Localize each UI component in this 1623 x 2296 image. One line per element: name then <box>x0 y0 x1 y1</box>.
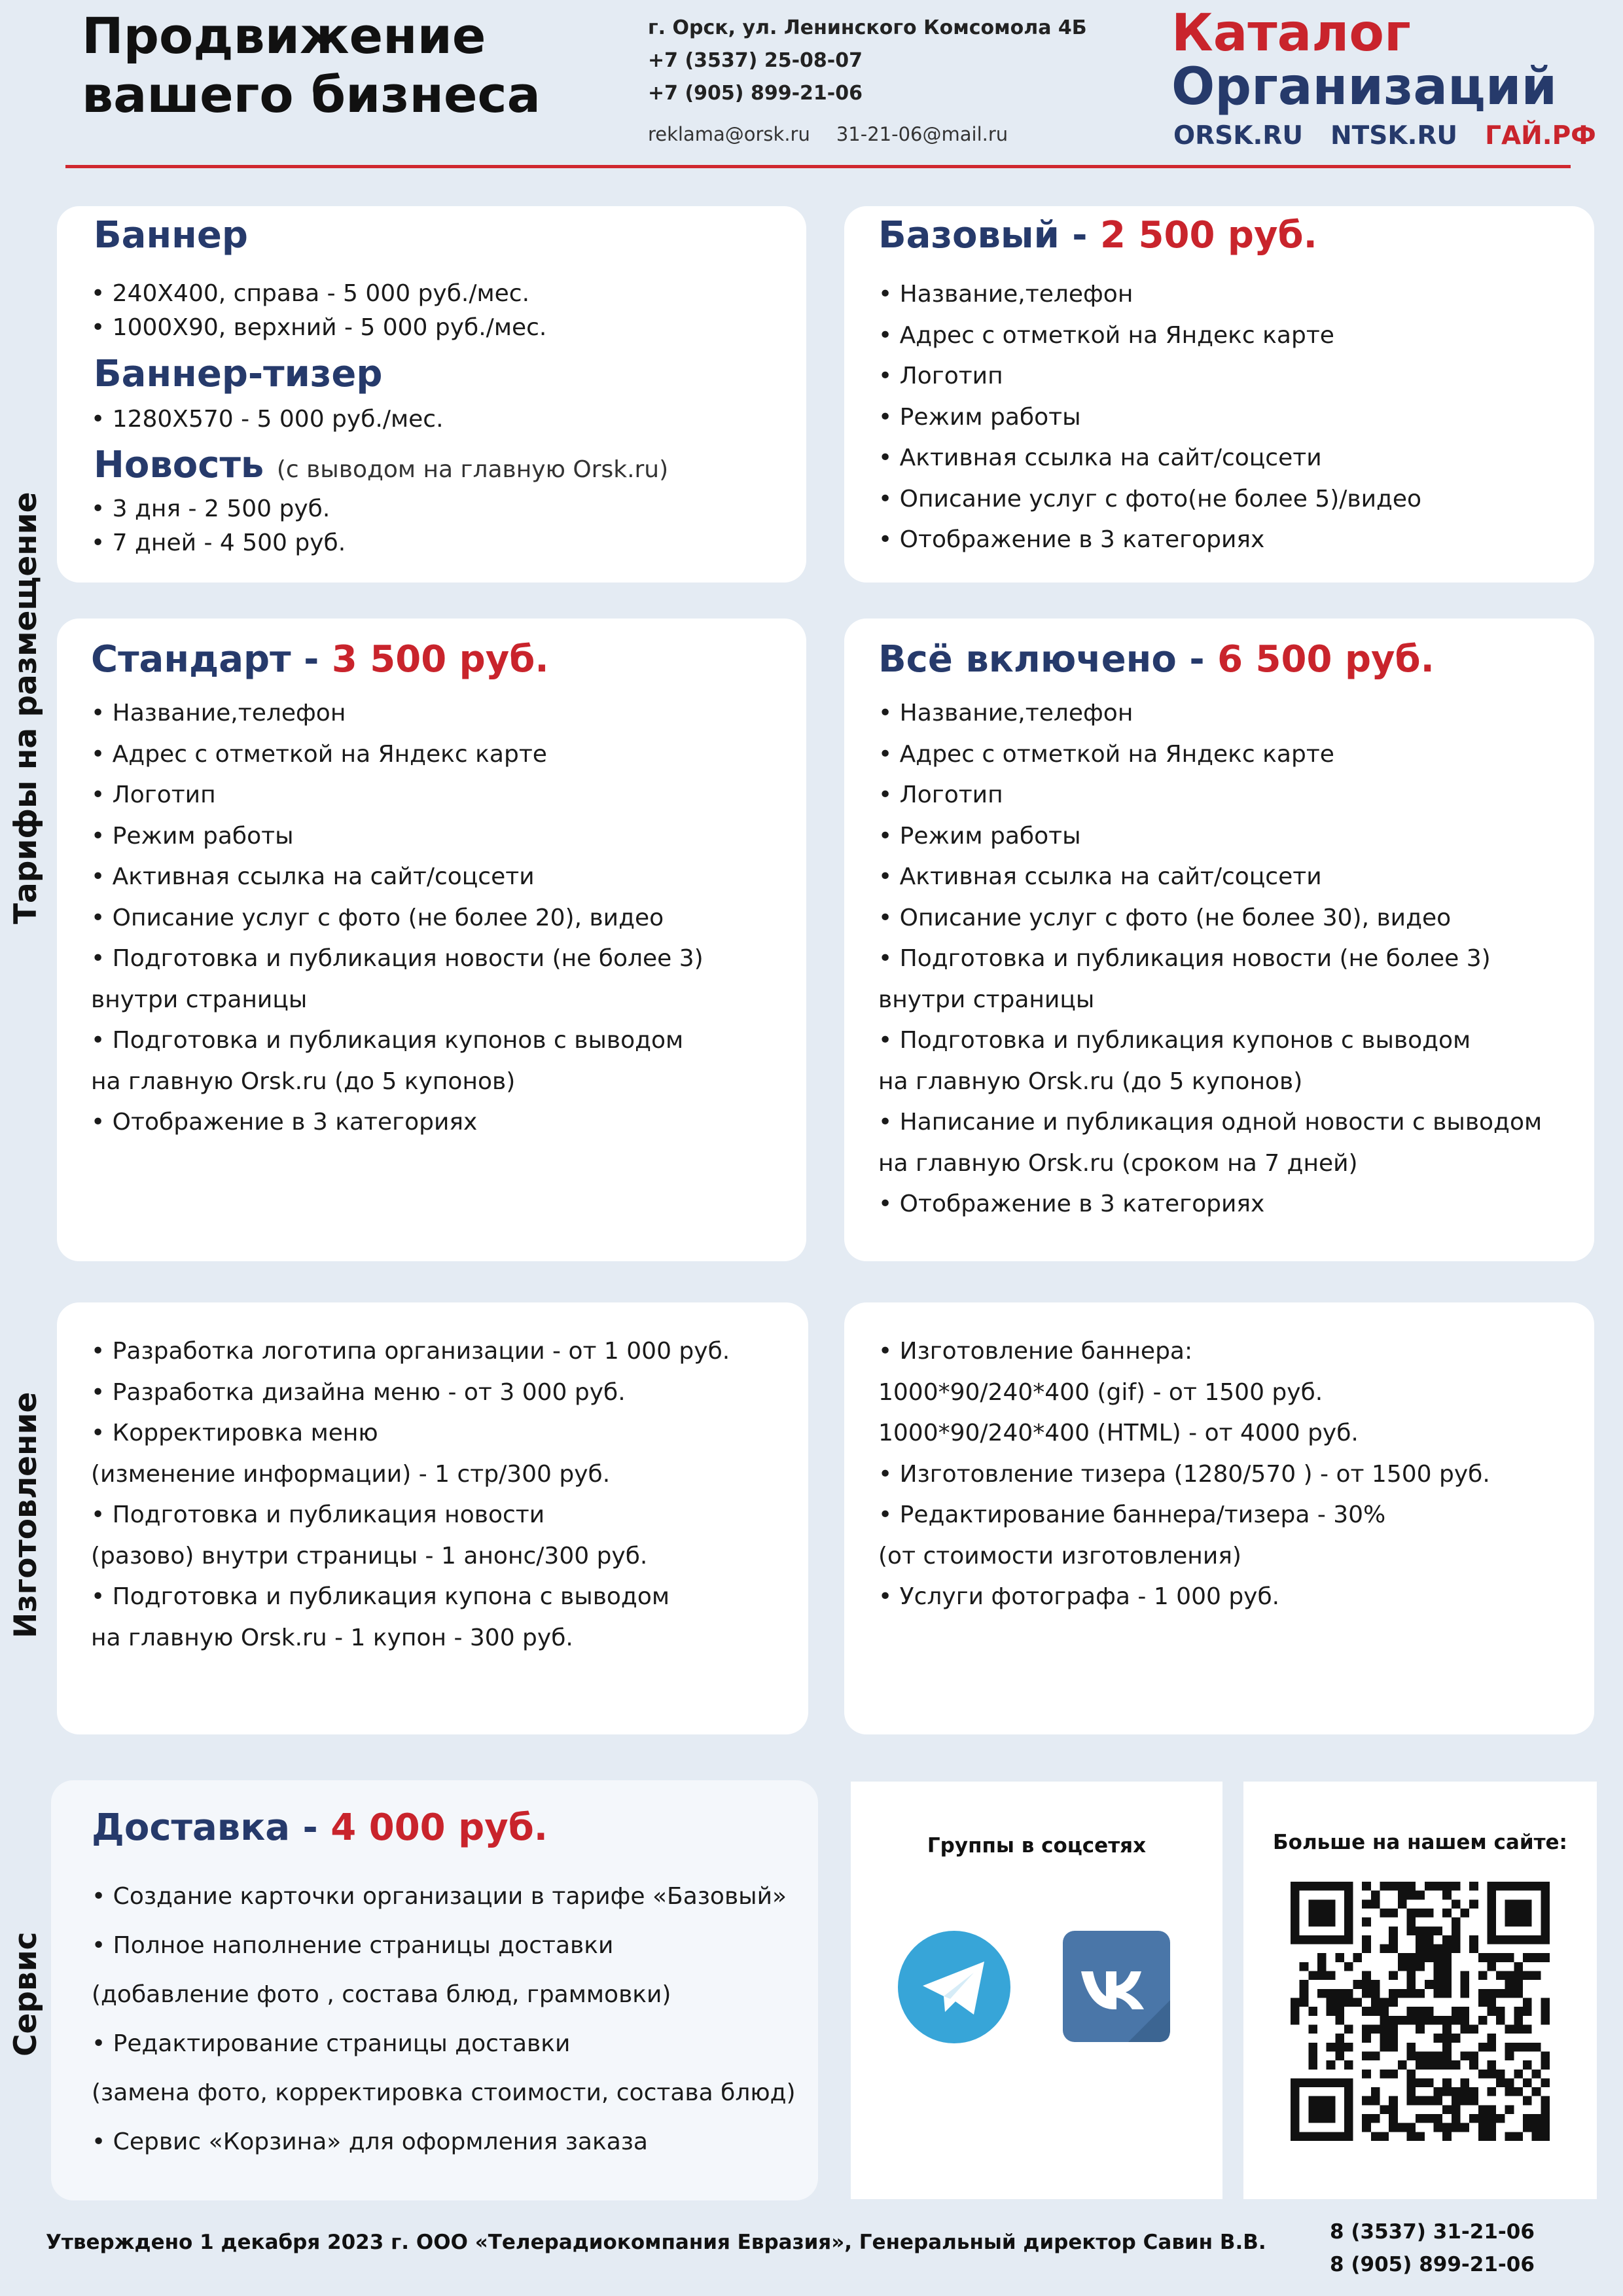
list-item: • Адрес с отметкой на Яндекс карте <box>91 740 547 768</box>
list-item: • Изготовлениe тизера (1280/570 ) - от 1500 руб. <box>878 1460 1490 1488</box>
phone-2[interactable]: +7 (905) 899-21-06 <box>648 82 863 105</box>
list-item: • Редактирование страницы доставки <box>92 2030 571 2057</box>
header-divider <box>65 165 1571 168</box>
list-item: • Отображение в 3 категориях <box>878 1191 1265 1217</box>
basic-items <box>878 274 1421 561</box>
list-item: • Режим работы <box>878 403 1081 431</box>
site-logos <box>1173 121 1623 151</box>
side-label-production: Изготовление <box>8 1391 44 1638</box>
footer-approval: Утверждено 1 декабря 2023 г. ООО «Телерадиокомпания Евразия», Генеральный директор Савин В.В. <box>46 2231 1266 2254</box>
site-logo-orsk[interactable]: ORSK.RU <box>1173 121 1304 151</box>
list-item: • Описание услуг с фото (не более 20), видео <box>91 904 664 931</box>
list-item: (от стоимости изготовления) <box>878 1542 1241 1570</box>
standard-tariff-card <box>57 619 806 1261</box>
list-item: • Активная ссылка на сайт/соцсети <box>878 863 1322 890</box>
footer-phone-1[interactable]: 8 (3537) 31-21-06 <box>1330 2220 1535 2244</box>
list-item: • Редактирование баннера/тизера - 30% <box>878 1501 1386 1528</box>
email-2[interactable]: 31-21-06@mail.ru <box>836 123 1008 145</box>
banner-items <box>91 277 546 345</box>
list-item: 1000*90/240*400 (gif) - от 1500 руб. <box>878 1378 1323 1406</box>
contacts-block <box>648 12 1087 110</box>
list-item: (изменение информации) - 1 стр/300 руб. <box>91 1460 611 1488</box>
telegram-icon[interactable] <box>898 1931 1010 2043</box>
list-item: • 3 дня - 2 500 руб. <box>91 495 330 522</box>
standard-price: 3 500 руб. <box>331 638 549 681</box>
delivery-card <box>51 1780 818 2200</box>
list-item: • Подготовка и публикация новости (не более 3) <box>878 945 1491 972</box>
banner-card <box>57 206 806 583</box>
list-item: • Логотип <box>878 781 1003 808</box>
list-item: (разово) внутри страницы - 1 анонс/300 руб. <box>91 1542 648 1570</box>
all-inclusive-tariff-card <box>844 619 1594 1261</box>
site-logo-gai[interactable]: ГАЙ.РФ <box>1485 121 1596 151</box>
all-inclusive-title <box>878 638 1435 681</box>
list-item: • 1280X570 - 5 000 руб./мес. <box>91 406 444 433</box>
list-item: • Логотип <box>91 781 216 808</box>
qr-code[interactable] <box>1291 1882 1550 2141</box>
list-item: • Логотип <box>878 363 1003 389</box>
standard-items <box>91 693 704 1143</box>
list-item: • Подготовка и публикация купонов с выводом <box>878 1027 1471 1054</box>
list-item: • Отображение в 3 категориях <box>878 526 1265 553</box>
list-item: • Полное наполнение страницы доставки <box>92 1932 614 1959</box>
side-label-tariffs: Тарифы на размещение <box>8 492 44 924</box>
list-item: • Описание услуг с фото (не более 30), видео <box>878 904 1452 931</box>
basic-tariff-card <box>844 206 1594 583</box>
email-1[interactable]: reklama@orsk.ru <box>648 123 810 145</box>
list-item: • Отображение в 3 категориях <box>91 1109 478 1136</box>
social-heading: Группы в соцсетях <box>927 1834 1147 1857</box>
list-item: • Корректировка меню <box>91 1420 378 1446</box>
teaser-title: Баннер-тизер <box>94 353 383 395</box>
delivery-items <box>92 1872 796 2166</box>
list-item: • 7 дней - 4 500 руб. <box>91 529 346 556</box>
list-item: • Название,телефон <box>878 281 1133 308</box>
address: г. Орск, ул. Ленинского Комсомола 4Б <box>648 16 1087 39</box>
list-item: • Адрес с отметкой на Яндекс карте <box>878 740 1334 768</box>
site-logo-ntsk[interactable]: NTSK.RU <box>1330 121 1458 151</box>
list-item: • Услуги фотографа - 1 000 руб. <box>878 1583 1280 1610</box>
list-item: • Название,телефон <box>91 700 346 726</box>
delivery-title <box>92 1806 548 1849</box>
catalog-line2: Организаций <box>1171 58 1558 117</box>
list-item: на главную Orsk.ru (до 5 купонов) <box>878 1067 1303 1095</box>
list-item: • Режим работы <box>878 822 1081 850</box>
production-design-items <box>91 1331 730 1659</box>
all-inclusive-price: 6 500 руб. <box>1217 638 1435 681</box>
list-item: • Режим работы <box>91 822 294 850</box>
production-banner-items <box>878 1331 1490 1618</box>
footer-phone-2[interactable]: 8 (905) 899-21-06 <box>1330 2253 1535 2276</box>
qr-card <box>1243 1782 1597 2199</box>
list-item: • Описание услуг с фото(не более 5)/видео <box>878 485 1422 512</box>
list-item: • Изготовление баннера: <box>878 1338 1193 1365</box>
vk-icon[interactable] <box>1063 1931 1170 2042</box>
list-item: на главную Orsk.ru (до 5 купонов) <box>91 1067 516 1095</box>
banner-title: Баннер <box>94 214 248 257</box>
all-inclusive-items <box>878 693 1542 1225</box>
list-item: внутри страницы <box>91 986 308 1013</box>
list-item: • 240X400, справа - 5 000 руб./мес. <box>91 280 530 307</box>
page-title <box>82 7 541 124</box>
list-item: • Разработка логотипа организации - от 1 000 руб. <box>91 1338 730 1365</box>
news-note: (с выводом на главную Orsk.ru) <box>276 456 669 483</box>
list-item: • Сервис «Корзина» для оформления заказа <box>92 2128 648 2155</box>
list-item: на главную Orsk.ru - 1 купон - 300 руб. <box>91 1624 573 1651</box>
news-items <box>91 492 346 560</box>
catalog-line1: Каталог <box>1171 4 1411 63</box>
standard-title <box>91 638 549 681</box>
news-title: Новость <box>94 444 264 486</box>
list-item: на главную Orsk.ru (сроком на 7 дней) <box>878 1149 1358 1177</box>
basic-price: 2 500 руб. <box>1100 214 1317 257</box>
production-banner-card <box>844 1302 1594 1734</box>
delivery-price: 4 000 руб. <box>330 1806 548 1849</box>
production-design-card <box>57 1302 808 1734</box>
teaser-items <box>91 403 444 437</box>
list-item: • Написание и публикация одной новости с выводом <box>878 1109 1543 1136</box>
list-item: • Подготовка и публикация новости <box>91 1501 545 1528</box>
catalog-logo <box>1171 4 1558 117</box>
list-item: • Адрес с отметкой на Яндекс карте <box>878 321 1334 349</box>
list-item: • Создание карточки организации в тарифе «Базовый» <box>92 1883 787 1910</box>
page-title-line2: вашего бизнеса <box>82 65 541 124</box>
list-item: • Разработка дизайна меню - от 3 000 руб. <box>91 1378 626 1406</box>
list-item: (добавление фото , состава блюд, граммовки) <box>92 1981 671 2008</box>
social-groups-card <box>851 1782 1222 2199</box>
list-item: • Подготовка и публикация новости (не более 3) <box>91 945 704 972</box>
basic-title <box>878 214 1317 257</box>
basic-title-label: Базовый - <box>878 214 1101 257</box>
page-title-line1: Продвижение <box>82 7 486 65</box>
list-item: • Активная ссылка на сайт/соцсети <box>878 444 1322 471</box>
list-item: (замена фото, корректировка стоимости, состава блюд) <box>92 2079 796 2106</box>
news-title-row <box>94 444 668 486</box>
list-item: • Название,телефон <box>878 700 1133 726</box>
list-item: • Подготовка и публикация купонов с выводом <box>91 1027 684 1054</box>
emails <box>648 123 1008 145</box>
standard-title-label: Стандарт - <box>91 638 332 681</box>
phone-1[interactable]: +7 (3537) 25-08-07 <box>648 49 863 72</box>
side-label-service: Сервис <box>8 1931 44 2056</box>
all-inclusive-title-label: Всё включено - <box>878 638 1218 681</box>
list-item: • Подготовка и публикация купона с выводом <box>91 1583 670 1610</box>
list-item: 1000*90/240*400 (HTML) - от 4000 руб. <box>878 1420 1359 1446</box>
list-item: • 1000X90, верхний - 5 000 руб./мес. <box>91 314 547 341</box>
list-item: внутри страницы <box>878 986 1095 1013</box>
footer-phones <box>1330 2215 1535 2281</box>
list-item: • Активная ссылка на сайт/соцсети <box>91 863 535 890</box>
delivery-title-label: Доставка - <box>92 1806 331 1849</box>
qr-heading: Больше на нашем сайте: <box>1273 1831 1567 1854</box>
